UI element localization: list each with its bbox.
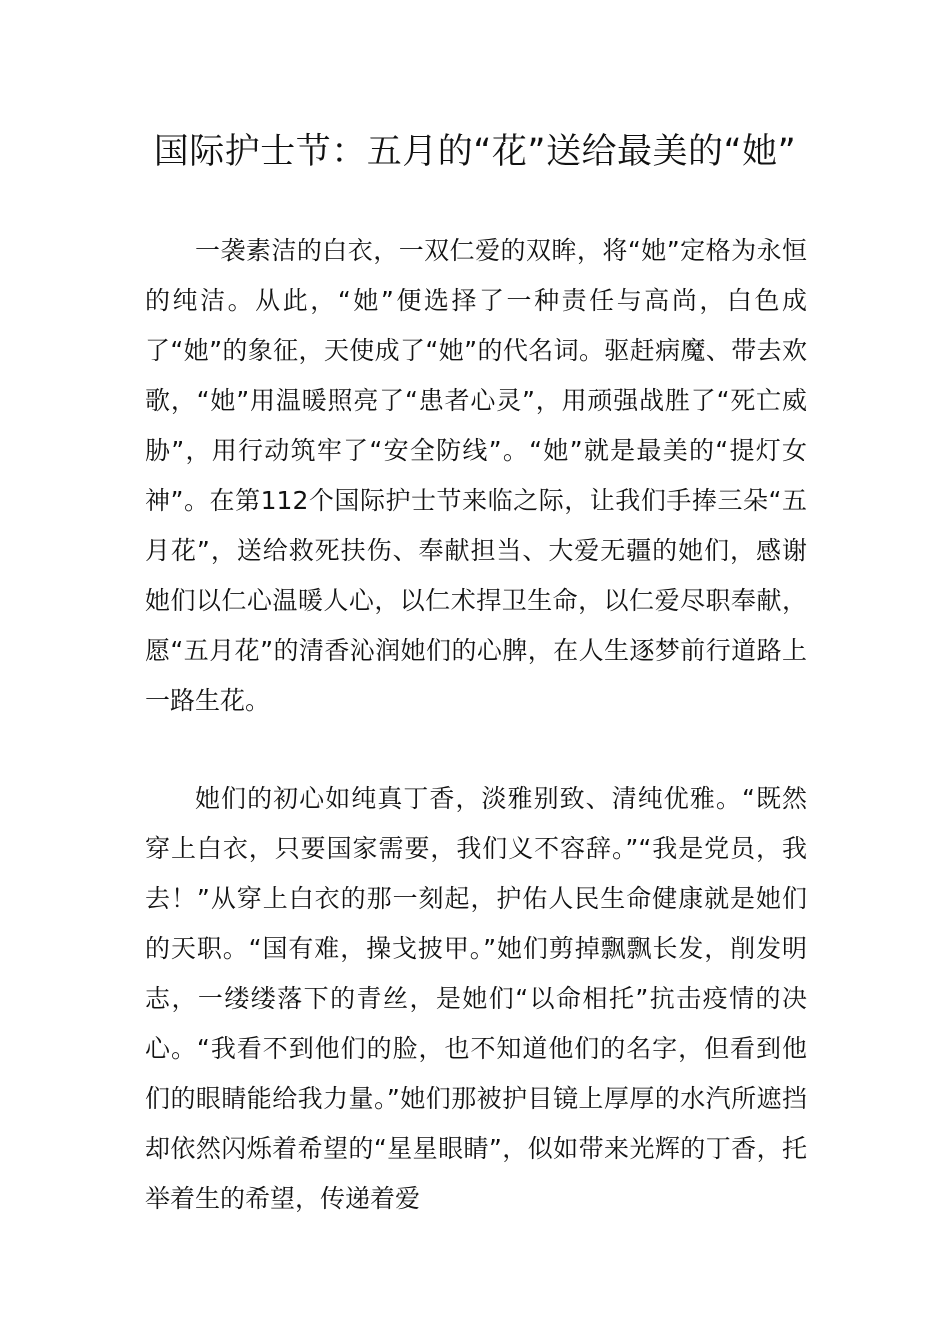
paragraph-1: 一袭素洁的白衣，一双仁爱的双眸，将“她”定格为永恒的纯洁。从此，“她”便选择了一种责任与高尚，白色成了“她”的象征，天使成了“她”的代名词。驱赶病魔、带去欢歌，“她”用温暖照亮了“患者心灵”，用顽强战胜了“死亡威胁”，用行动筑牢了“安全防线”。“她”就是最美的“提灯女神”。在第112个国际护士节来临之际，让我们手捧三朵“五月花”，送给救死扶伤、奉献担当、大爱无疆的她们，感谢她们以仁心温暖人心，以仁术捍卫生命，以仁爱尽职奉献，愿“五月花”的清香沁润她们的心脾，在人生逐梦前行道路上一路生花。	[145, 236, 807, 715]
paragraph-2: 她们的初心如纯真丁香，淡雅别致、清纯优雅。“既然穿上白衣，只要国家需要，我们义不容辞。”“我是党员，我去！”从穿上白衣的那一刻起，护佑人民生命健康就是她们的天职。“国有难，操戈披甲。”她们剪掉飘飘长发，削发明志，一缕缕落下的青丝，是她们“以命相托”抗击疫情的决心。“我看不到他们的脸，也不知道他们的名字，但看到他们的眼睛能给我力量。”她们那被护目镜上厚厚的水汽所遮挡却依然闪烁着希望的“星星眼睛”，似如带来光辉的丁香，托举着生的希望，传递着爱	[145, 784, 807, 1213]
document-title: 国际护士节：五月的“花”送给最美的“她”	[153, 132, 797, 172]
